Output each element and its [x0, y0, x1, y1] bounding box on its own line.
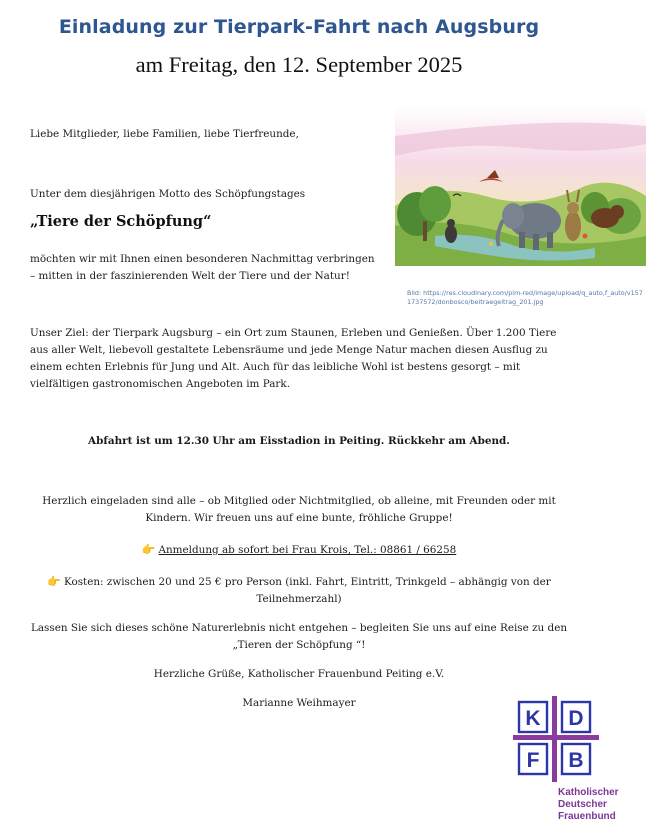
image-caption-link[interactable]: Bild: https://res.cloudinary.com/pim-red/image/upload/q_auto,f_auto/v1571737572/donbosco/beitraegeitrag_201.jpg — [407, 289, 643, 306]
invite-text: möchten wir mit Ihnen einen besonderen Nachmittag verbringen – mitten in der faszinierenden Welt der Tiere und der Natur! — [30, 253, 375, 282]
page-title: Einladung zur Tierpark-Fahrt nach Augsburg — [58, 16, 540, 38]
greeting: Liebe Mitglieder, liebe Familien, liebe Tierfreunde, — [30, 128, 299, 140]
logo-letter-b: B — [568, 749, 584, 772]
pointing-hand-icon: 👉 — [47, 575, 61, 588]
logo-letter-f: F — [526, 749, 540, 772]
logo-wordmark — [558, 787, 619, 823]
signup-line — [0, 541, 598, 559]
signup-text: Anmeldung ab sofort bei Frau Krois, Tel.: 08861 / 66258 — [158, 544, 457, 556]
closing-text — [0, 620, 598, 654]
logo-cross-horizontal — [513, 735, 599, 740]
logo-letter-k: K — [525, 707, 541, 730]
welcome-text — [0, 493, 598, 527]
costs-text: Kosten: zwischen 20 und 25 € pro Person (inkl. Fahrt, Eintritt, Trinkgeld – abhängig von der Teilnehmerzahl) — [63, 576, 551, 605]
costs-body — [29, 573, 569, 608]
logo-line-1: Katholischer — [558, 787, 619, 798]
intro-text: Unter dem diesjährigen Motto des Schöpfungstages — [30, 188, 306, 200]
logo-letter-d: D — [568, 707, 584, 730]
costs-line — [0, 573, 598, 608]
logo-line-3: Frauenbund — [558, 811, 616, 822]
motto: „Tiere der Schöpfung“ — [30, 213, 212, 230]
welcome-text-body: Herzlich eingeladen sind alle – ob Mitglied oder Nichtmitglied, ob alleine, mit Freunden oder mit Kindern. Wir freuen uns auf eine bunte, fröhliche Gruppe! — [42, 495, 556, 524]
signature: Marianne Weihmayer — [242, 697, 356, 709]
goal-paragraph: Unser Ziel: der Tierpark Augsburg – ein Ort zum Staunen, Erleben und Genießen. Über 1.200 Tiere aus aller Welt, liebevoll gestaltete Lebensräume und jede Menge Natur machen diesen Ausflug zu einem echten Erlebnis für Jung und Alt. Auch für das leibliche Wohl ist bestens gesorgt – mit vielfältigen gastronomischen Angeboten im Park. — [30, 327, 557, 390]
event-date: am Freitag, den 12. September 2025 — [135, 52, 463, 77]
departure-info: Abfahrt ist um 12.30 Uhr am Eisstadion in Peiting. Rückkehr am Abend. — [88, 435, 510, 447]
kdfb-logo — [513, 696, 601, 782]
closing-body: Lassen Sie sich dieses schöne Naturerlebnis nicht entgehen – begleiten Sie uns auf eine Reise zu den „Tieren der Schöpfung “! — [30, 622, 568, 651]
greetings: Herzliche Grüße, Katholischer Frauenbund Peiting e.V. — [153, 668, 445, 680]
pointing-hand-icon: 👉 — [141, 543, 156, 556]
animals-illustration — [395, 86, 646, 274]
logo-line-2: Deutscher — [558, 799, 607, 810]
